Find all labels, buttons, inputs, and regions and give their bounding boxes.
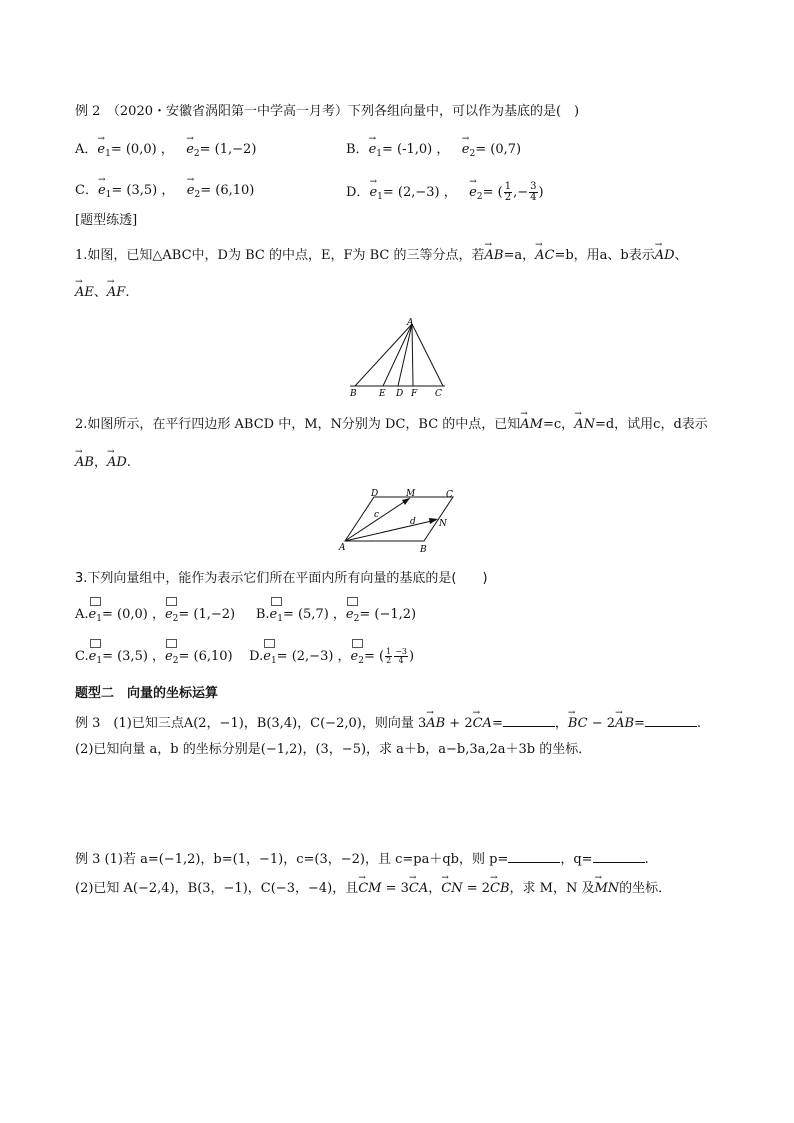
question-1-line-1: 1.如图，已知△ABC中，D为 BC 的中点，E，F为 BC 的三等分点，若→ AB=a，→ AC=b，用a、b表示→ AD、	[75, 247, 688, 265]
label-c: C	[446, 490, 453, 500]
label-n: N	[439, 519, 447, 529]
example-2-title: 例 2 （2020・安徽省涡阳第一中学高一月考）下列各组向量中，可以作为基底的是( )	[75, 104, 580, 119]
label-m: M	[406, 489, 416, 499]
fraction-half: $\frac{1}{2}$	[386, 647, 392, 665]
arrowhead-am	[402, 498, 410, 505]
parallelogram-figure	[338, 486, 468, 556]
label-d: D	[371, 489, 379, 499]
example-2-option-b: B．→ $e_1= (-1,0)$ ， → $e_2= (0,7)$	[346, 141, 521, 163]
example-3a-line-1: 例 3 (1)已知三点A(2，−1)，B(3,4)，C(−2,0)，则向量 3→ AB + 2→ CA= ，→ BC − 2→ AB= .	[75, 714, 701, 733]
label-c: C	[435, 389, 442, 399]
example-2-option-c: C．→ $e_1= (3,5)$ ， → $e_2= (6,10)$	[75, 182, 254, 204]
label-d: D	[396, 389, 404, 399]
practice-header: [题型练透]	[75, 213, 138, 228]
example-3b-line-1: 例 3 (1)若 a=(−1,2)，b=(1，−1)，c=(3，−2)，且 c=pa＋qb，则 p= ，q= .	[75, 852, 649, 867]
section-2-title: 题型二 向量的坐标运算	[75, 686, 219, 701]
answer-blank-2[interactable]	[645, 714, 697, 727]
label-f: F	[411, 389, 418, 399]
fraction-three-quarters: $\frac{3}{4}$	[530, 181, 537, 203]
example-2-option-d: D．→ $e_1= (2,-3)$ ， → $e_2=$ ( $\frac{1}{2}$ ,− $\frac{3}{4}$ )	[346, 182, 544, 206]
example-3a-line-2: (2)已知向量 a，b 的坐标分别是(−1,2)，(3，−5)，求 a＋b，a−b,3a,2a＋3b 的坐标．	[75, 742, 592, 757]
label-c-vector: c	[374, 510, 380, 520]
segment-ae	[383, 324, 412, 386]
question-3-options-cd: $C.e_1= (3,5)$ ，$e_2= (6,10)$ $D.e_1= (2,-3)$ ，$e_2=$ ( $\frac{1}{2}$ $\frac{-3}{4}$ )	[75, 647, 415, 666]
answer-blank-p[interactable]	[508, 850, 560, 863]
question-3-title: 3.下列向量组中，能作为表示它们所在平面内所有向量的基底的是( )	[75, 571, 488, 586]
label-a: A	[339, 543, 346, 553]
triangle-figure	[345, 316, 455, 400]
question-1-line-2: → AE、→ AF.	[75, 284, 129, 302]
question-2-line-2: → AB，→ AD.	[75, 454, 131, 472]
example-3b-line-2: (2)已知 A(−2,4)，B(3，−1)，C(−3，−4)，且→ CM = 3→ CA，→ CN = 2→ CB，求 M，N 及→ MN的坐标．	[75, 880, 671, 898]
segment-af	[412, 324, 413, 386]
label-b: B	[420, 545, 427, 555]
fraction-half: $\frac{1}{2}$	[504, 181, 512, 203]
answer-blank-1[interactable]	[503, 714, 555, 727]
example-2-option-a: A．→ $e_1= (0,0)$ ， → $e_2= (1,-2)$	[75, 141, 256, 163]
segment-ad	[398, 324, 412, 386]
fraction-minus-three-quarters: $\frac{-3}{4}$	[395, 647, 407, 665]
answer-blank-q[interactable]	[593, 850, 645, 863]
segment-ab	[355, 324, 412, 386]
label-e: E	[379, 389, 386, 399]
vector-an	[345, 520, 436, 541]
question-3-options-ab: $A.e_1= (0,0)$ ，$e_2= (1,-2)$ $B.e_1= (5,7)$ ，$e_2= (-1,2)$	[75, 607, 417, 624]
label-a: A	[407, 318, 414, 328]
label-d-vector: d	[410, 517, 416, 527]
segment-ac	[412, 324, 443, 386]
question-2-line-1: 2.如图所示，在平行四边形 ABCD 中，M，N分别为 DC，BC 的中点，已知→ AM=c，→ AN=d，试用c，d表示	[75, 416, 708, 434]
label-b: B	[350, 389, 357, 399]
